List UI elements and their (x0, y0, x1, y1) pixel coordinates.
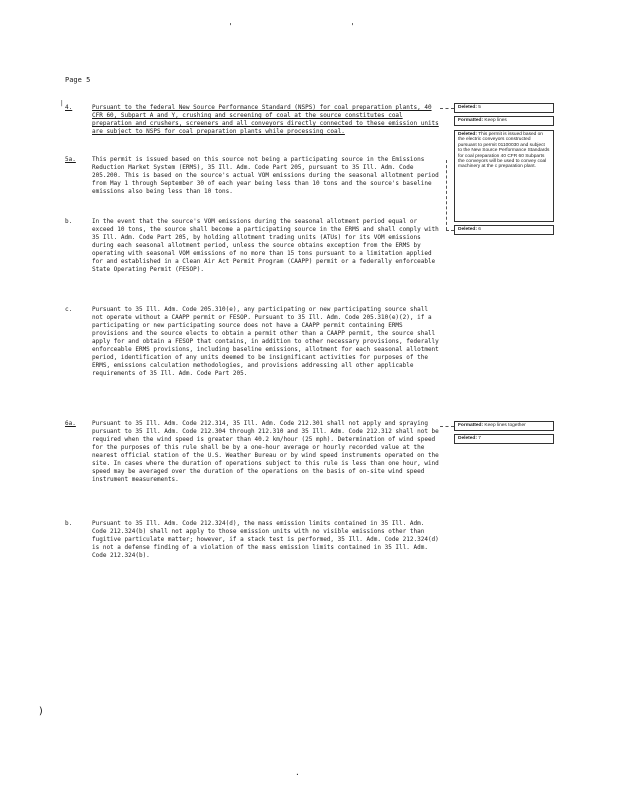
page-number: Page 5 (65, 76, 91, 84)
balloon-connector (446, 230, 454, 231)
top-tick-mark-2: ' (350, 22, 355, 31)
paragraph-label: 4. (65, 104, 73, 111)
paragraph-5c (65, 306, 440, 378)
comment-balloon-deleted[interactable] (454, 434, 554, 444)
balloon-text: 7 (478, 436, 481, 441)
change-bar: | (60, 100, 64, 107)
paragraph-6a (65, 420, 440, 484)
balloon-text: This permit is issued based on the electric conveyors constructed pursuant to permit 01100030 and subject to the New Source Performance Standards for coal preparation 40 CFR 60 Subparts the conveyors will be used to convey coal machinery at the c preparation plant. (458, 132, 550, 170)
paragraph-label: c. (65, 306, 73, 313)
comment-balloon-deleted[interactable] (454, 103, 554, 113)
balloon-text: Keep lines together (484, 423, 526, 428)
paragraph-label: b. (65, 520, 73, 527)
paragraph-4 (65, 104, 440, 136)
paragraph-6b (65, 520, 440, 560)
paragraph-text: Pursuant to 35 Ill. Adm. Code 205.310(e), any participating or new participating source shall not operate without a CAAPP permit or FESOP. Pursuant to 35 Ill. Adm. Code 205.310(e)(2), if a participating or new participating source does not have a CAAPP permit containing ERMS provisions and the source elects to obtain a permit other than a CAAPP permit, the source shall apply for and obtain a FESOP that contains, in addition to other necessary provisions, federally enforceable ERMS provisions, including baseline emissions, allotment for each seasonal allotment period, identification of any units deemed to be insignificant activities for purposes of the ERMS, emissions calculation methodologies, and provisions addressing all other applicable requirements of 35 Ill. Adm. Code Part 205. (92, 306, 439, 377)
comment-balloon-deleted-long[interactable] (454, 130, 554, 222)
balloon-title: Formatted: (458, 118, 484, 123)
paragraph-text: Pursuant to the federal New Source Performance Standard (NSPS) for coal preparation plants, 40 CFR 60, Subpart A and Y, crushing and screening of coal at the source constitutes coal preparation and crushers, screeners and all conveyors directly connected to these emission units are subject to NSPS for coal preparation plants while processing coal. (92, 104, 439, 135)
paragraph-label: 5a. (65, 156, 76, 163)
paragraph-5a (65, 156, 440, 196)
top-tick-mark: ' (228, 22, 233, 31)
balloon-title: Deleted: (458, 227, 477, 232)
balloon-text: 5 (478, 105, 481, 110)
balloon-title: Deleted: (458, 436, 477, 441)
balloon-title: Deleted: (458, 105, 477, 110)
paragraph-5b (65, 218, 440, 274)
balloon-connector (440, 108, 454, 109)
stray-paren: ) (38, 706, 45, 717)
paragraph-text: In the event that the source's VOM emissions during the seasonal allotment period equal or exceed 10 tons, the source shall become a participating source in the ERMS and shall comply with 35 Ill. Adm. Code Part 205, by holding allotment trading units (ATUs) for its VOM emissions during each seasonal allotment period, unless the source obtains exception from the ERMS by operating with seasonal VOM emissions of no more than 15 tons pursuant to a limitation applied for and established in a Clean Air Act Permit Program (CAAPP) permit or a federally enforceable State Operating Permit (FESOP). (92, 218, 439, 273)
bottom-tick-mark: · (295, 770, 300, 779)
balloon-connector (440, 426, 454, 427)
paragraph-label: 6a. (65, 420, 76, 427)
balloon-title: Deleted: (458, 132, 477, 137)
paragraph-text: Pursuant to 35 Ill. Adm. Code 212.324(d), the mass emission limits contained in 35 Ill. Adm. Code 212.324(b) shall not apply to those emission units with no visible emissions other than fugitive particulate matter; however, if a stack test is performed, 35 Ill. Adm. Code 212.324(d) is not a defense finding of a violation of the mass emission limits contained in 35 Ill. Adm. Code 212.324(b). (92, 520, 439, 559)
balloon-title: Formatted: (458, 423, 484, 428)
comment-balloon-deleted[interactable] (454, 225, 554, 235)
balloon-connector (446, 160, 447, 230)
comment-balloon-formatted[interactable] (454, 116, 554, 126)
paragraph-text: Pursuant to 35 Ill. Adm. Code 212.314, 35 Ill. Adm. Code 212.301 shall not apply and spraying pursuant to 35 Ill. Adm. Code 212.304 through 212.310 and 35 Ill. Adm. Code 212.312 shall not be required when the wind speed is greater than 40.2 km/hour (25 mph). Determination of wind speed for the purposes of this rule shall be by a one-hour average or hourly recorded value at the nearest official station of the U.S. Weather Bureau or by wind speed instruments operated on the site. In cases where the duration of operations subject to this rule is less than one hour, wind speed may be averaged over the duration of the operations on the basis of on-site wind speed instrument measurements. (92, 420, 439, 483)
balloon-text: 6 (478, 227, 481, 232)
paragraph-label: b. (65, 218, 73, 225)
paragraph-text: This permit is issued based on this source not being a participating source in the Emissions Reduction Market System (ERMS), 35 Ill. Adm. Code Part 205, pursuant to 35 Ill. Adm. Code 205.200. This is based on the source's actual VOM emissions during the seasonal allotment period from May 1 through September 30 of each year being less than 10 tons and the source's baseline emissions also being less than 10 tons. (92, 156, 439, 195)
balloon-text: Keep lines (484, 118, 507, 123)
comment-balloon-formatted[interactable] (454, 421, 554, 431)
